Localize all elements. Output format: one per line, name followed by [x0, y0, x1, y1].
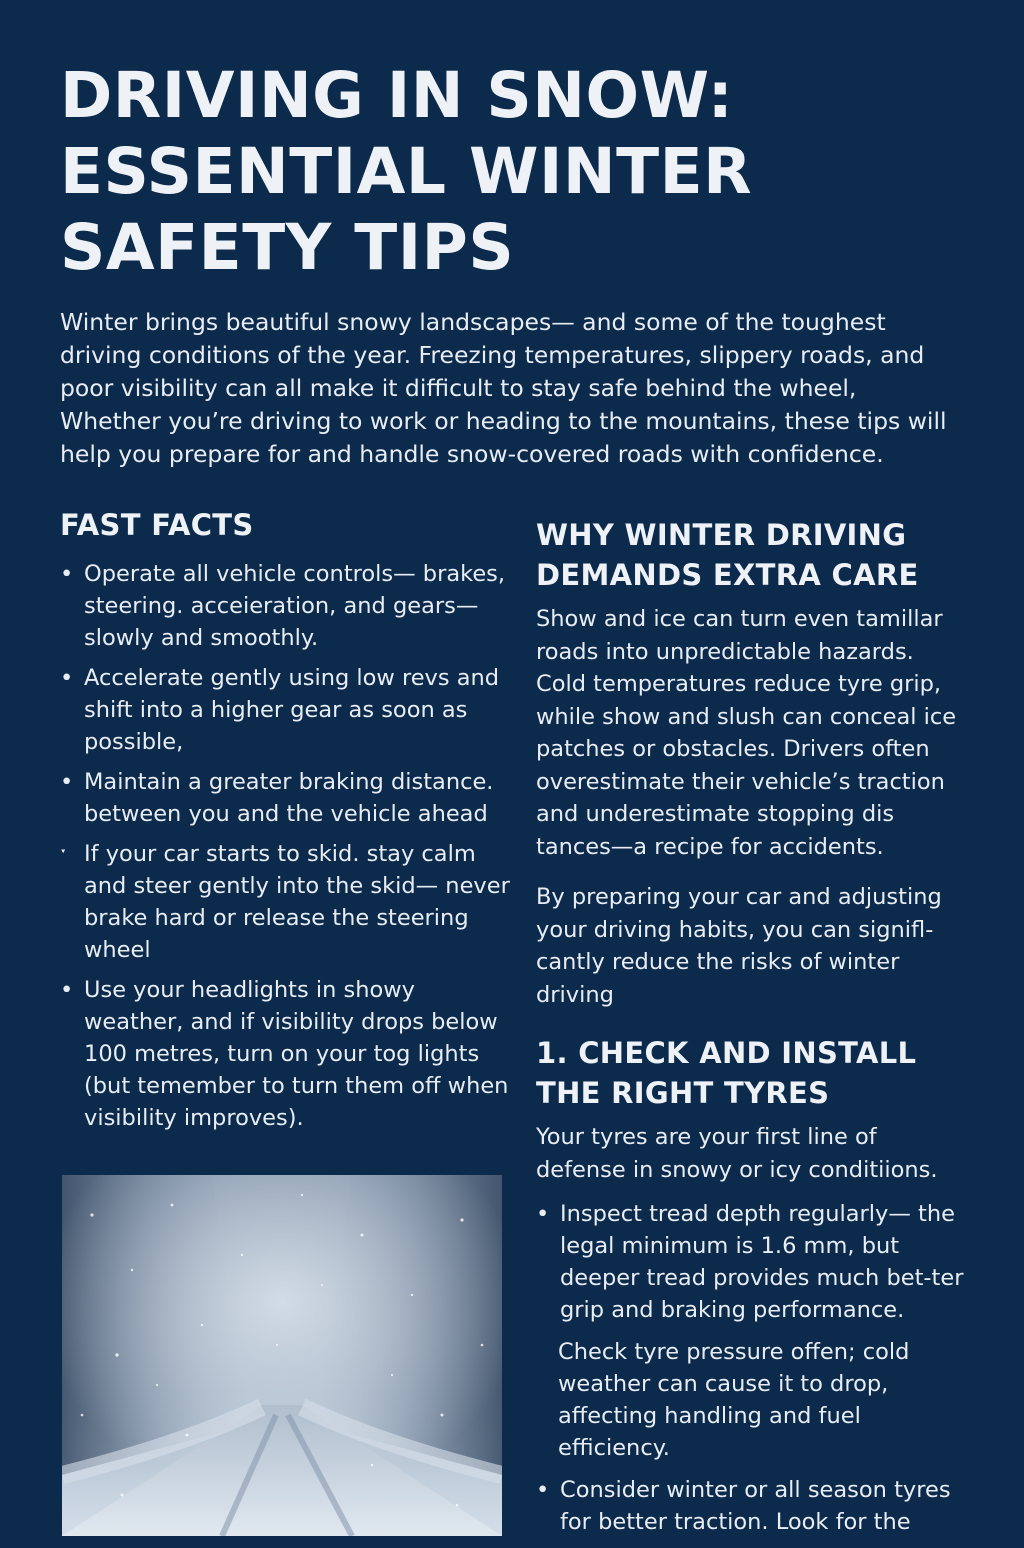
- list-item-text: If your car starts to skid. stay calm and steer gently into the skid— never brake hard or release the steering wheel: [84, 841, 510, 963]
- list-item: [536, 1336, 966, 1464]
- tyres-lead: Your tyres are your first line of defense in snowy or icy conditiions.: [536, 1124, 938, 1183]
- bullet-icon: •: [536, 1201, 550, 1227]
- tyres-list: [536, 1198, 966, 1538]
- list-item: [60, 662, 510, 758]
- right-column: [536, 515, 966, 1548]
- list-item-text: Operate all vehicle controls— brakes, steering. acceieration, and gears— slowly and smoothly.: [84, 561, 506, 651]
- bullet-icon: •: [60, 665, 74, 691]
- list-item-text: Accelerate gently using low revs and shift into a higher gear as soon as possible,: [84, 665, 500, 755]
- heading-line: WHY WINTER DRIVING: [536, 518, 907, 552]
- why-paragraph-2: By preparing your car and adjusting your driving habits, you can signifl-cantly reduce the risks of winter driving: [536, 884, 942, 1008]
- list-item: [60, 974, 510, 1134]
- fast-facts-heading: FAST FACTS: [60, 508, 254, 542]
- title-line: ESSENTIAL WINTER: [60, 135, 753, 208]
- bullet-icon: ˑ: [60, 841, 68, 867]
- list-item: [60, 766, 510, 830]
- bullet-icon: •: [536, 1477, 550, 1503]
- tyres-heading: [536, 1033, 966, 1113]
- snowy-road-photo: [62, 1175, 502, 1536]
- list-item-text: Use your headlights in showy weather, and if visibility drops below 100 metres, turn on your tog lights (but temember to turn them off when visibility improves).: [84, 977, 509, 1131]
- title-line: SAFETY TIPS: [60, 211, 515, 284]
- title-line: DRIVING IN SNOW:: [60, 59, 734, 132]
- why-winter-heading: [536, 515, 966, 595]
- list-item: [536, 1474, 966, 1538]
- list-item-text: Consider winter or all season tyres for better traction. Look for the: [560, 1477, 951, 1535]
- page-title: [60, 58, 960, 286]
- list-item: [60, 838, 510, 966]
- bullet-icon: •: [60, 977, 74, 1003]
- bullet-icon: •: [60, 769, 74, 795]
- heading-line: 1. CHECK AND INSTALL: [536, 1036, 917, 1070]
- list-item: [60, 558, 510, 654]
- list-item-text: Check tyre pressure offen; cold weather can cause it to drop, affecting handling and fuel efficiency.: [558, 1339, 910, 1461]
- snowy-road-illustration: [62, 1175, 502, 1536]
- fast-facts-section: [60, 506, 510, 1142]
- intro-paragraph: Winter brings beautiful snowy landscapes— and some of the toughest driving conditions of the year. Freezing temperatures, slippery roads, and poor visibility can all make it difficult to stay safe behind the wheel, Whether you’re driving to work or heading to the mountains, these tips will help you prepare for and handle snow-covered roads with confidence.: [60, 308, 947, 468]
- list-item: [536, 1198, 966, 1326]
- fast-facts-list: [60, 558, 510, 1134]
- list-item-text: Maintain a greater braking distance. between you and the vehicle ahead: [84, 769, 494, 827]
- list-item-text: Inspect tread depth regularly— the legal minimum is 1.6 mm, but deeper tread provides much bet-ter grip and braking performance.: [560, 1201, 964, 1323]
- heading-line: THE RIGHT TYRES: [536, 1076, 830, 1110]
- bullet-icon: •: [60, 561, 74, 587]
- why-paragraph-1: Show and ice can turn even tamillar roads into unpredictable hazards. Cold temperatures reduce tyre grip, while show and slush can conceal ice patches or obstacles. Drivers often overestimate their vehicle’s traction and underestimate stopping dis tances—a recipe for accidents.: [536, 606, 957, 860]
- heading-line: DEMANDS EXTRA CARE: [536, 558, 919, 592]
